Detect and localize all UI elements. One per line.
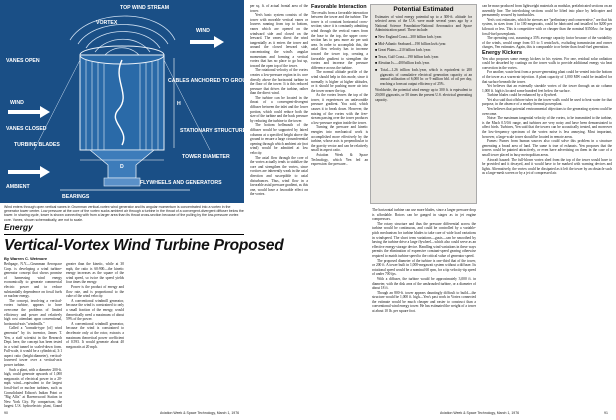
box-bullet: ■ Aleutian Is.—400 billion kwh./year.	[375, 61, 430, 66]
box-bullet: ■ Great Plains—210 billion kwh./year.	[375, 48, 431, 53]
bullet-text: New England Coast—300 billion kwh./year.	[378, 34, 442, 39]
label-wind-top: WIND	[196, 28, 210, 34]
paragraph: Turning the pressure and kinetic energies into mechanical work is accomplished more effectively by the turbine, whose axis is perpendicular to the gravity vector and can be relatively small in aspect ratio.	[311, 125, 368, 153]
turbine-diagram-svg	[0, 0, 244, 203]
box-bullet: ■ New England Coast—300 billion kwh./year.	[375, 34, 442, 39]
subheading-energy-kickers: Energy Kickers	[482, 49, 523, 56]
paragraph: Yet also said that offshore tubes in the tower walls could be used to heat water for that purpose, in the absence of a nearby thermal powerplant.	[482, 97, 612, 107]
paragraph: Called a "tornado-type [of] wind generator" by its inventor, James T. Yen, a staff scientist in the Research Dept. here, the concept has been tested in a wind tunnel in scaled-down form. Full-scale, it would be a cylindrical, 3:1 aspect ratio (height:diameter), vertical-louvered tower over a vertical-axis power turbine.	[4, 326, 62, 368]
paragraph: A conventional windmill generator, because the wind is constrained to decelerate only at the rotor, extracts a maximum theoretical power coefficient of 0.593. It would generate about 40 megawatts at 20 mph.	[66, 321, 124, 349]
potential-estimated-box	[370, 4, 477, 204]
label-vanes-closed: VANES CLOSED	[6, 126, 47, 132]
column-2	[66, 262, 124, 408]
label-tower-diameter: TOWER DIAMETER	[182, 154, 230, 160]
footer-right-text: Aviation Week & Space Technology, March 1, 1976	[440, 411, 520, 415]
paragraph: Such a plant, with a diameter 200-ft. high, could generate upwards of 1,000 megawatts of electrical power in a 20-mph. wind—equivalent to the largest fossil-fuel or nuclear turbines, such as Consolidated Edison's Indian Point or "Big Allis" at Ravenswood Station in New York City. By comparison, the largest U.S. hydroelectric plant, Grand	[4, 367, 62, 408]
paragraph: The rotational velocity of the vortex creates a low-pressure region in its core directly above the horizontal turbine in the floor of the tower. It is this reduced pressure that drives the turbine, rather than the direct wind.	[250, 68, 308, 96]
box-bullet: ■ Total—1.26 trillion kwh./year, which is equivalent to 200 gigawatts of cumulative electrical generation capacity at an annual utilization of 6,000 hr. or 9 million bbl. of oil per day, reaching a forecast output efficiency of 25%.	[375, 67, 472, 86]
label-vortex: VORTEX	[96, 20, 118, 26]
section-title: Energy	[4, 222, 33, 232]
column-5	[372, 208, 476, 408]
bullet-text: Mid-Atlantic Seaboard—190 billion kwh./year.	[378, 41, 447, 46]
box-outro: Worldwide, the potential wind energy up to 300 ft. is equivalent to 20,000 gigawatts, or 50 times the present U.S. electrical generating capacity.	[375, 88, 472, 102]
paragraph: With a diffuser, the turbine would be approximately 3,000 ft. in diameter, with the disk area of the unshrouded turbine, or a diameter of about 18 ft.	[372, 276, 476, 291]
paragraph: Noise: The maximum tangential velocity of the vortex, to be transmitted to the turbine, is the Mach 0.5/0.6 range, and turbines are very noisy and have been demonstrated to affect birds. Turbines, Yen said that the towers can be acoustically treated, and moreover the low-frequency spectrum of the vortex noise is less annoying. Most important, however, a large-scale tower should be located in remote areas.	[482, 116, 612, 139]
figure-caption: Wind enters through open vertical vanes in Grumman vertical-vortex wind generator and its angular momentum is concentrated into a vortex in the generator tower center. Low pressure at the core of the vortex sucks ambient air through a turbine in the throat of a convergent-divergent diffuser below the tower. In sharing cycle, tower is shown connecting with from a larger area than its throat cross-section because of the pulling by the low-pressure vortex core. Vanes, shown schematically, are not to scale.	[4, 205, 244, 222]
paragraph: Yen's basic system consists of the tower with movable vertical vanes or louvers running from top to bottom, vanes which are opened on the windward side and closed on the leeward. The vanes direct the wind tangentially as it enters the tower and around the closed leeward side, concentrating the wind's angular momentum and forming a vertical vortex that has no place to go but up, toward the open top of the tower.	[250, 13, 308, 68]
paragraph: The bottom bellmouth of the diffuser would be supported by faired columns at a specified height above the ground to ensure a large circumferential opening through which ambient air (not wind) would be admitted at low velocity.	[250, 123, 308, 155]
paragraph: The concept, involving a vertical-vortex turbine, appears to have overcome the problems of limited efficiency and power and relatively high cost attendant upon conventional, horizontal-axis "windmills."	[4, 298, 62, 326]
section-rule	[4, 234, 244, 235]
paragraph: Yen believes that potential environmental objections to the generating system could be overcome.	[482, 107, 612, 116]
label-stationary-structure: STATIONARY STRUCTURE	[180, 128, 244, 134]
paragraph: A conventional windmill generator, because the wind is constrained to only a small fraction of the energy, would theoretically need a maximum of about 59% of the power.	[66, 298, 124, 322]
paragraph: The axial flow through the core of the vortex actually tends to stabilize the core and strengthen the vortex, since vortices are inherently weak in the axial direction and susceptible to axial disturbances. Thus, wind flow in a favorable axial pressure gradient, as this one, would have a favorable effect on the vortex.	[250, 155, 308, 197]
paragraph: Turbine blades could be enhanced by a flywheel.	[487, 93, 558, 98]
paragraph: Power is the product of energy and flow rate, and is proportional to the cube of the wind velocity.	[66, 284, 124, 299]
bullet-text: Texas, Gulf Coast—190 billion kwh./year.	[378, 54, 439, 59]
footer-left-page: 90	[4, 411, 8, 415]
label-cables-anchored: CABLES ANCHORED TO GRO	[168, 78, 243, 84]
paragraph: Bethpage, N.Y.—Grumman Aerospace Corp. is developing a wind turbine-generator concept that shows promise of harnessing wind energy economically to generate commercial electric power and to reduce substantially dependence on fossil fuels or nuclear energy.	[4, 262, 62, 299]
paragraph: Fumes: Fumes from human sources also could solve this problem in a structure generating a broad area of land. The same is true of exhausts. Yen proposes that the towers could be painted attractively, or even have advertising on them in the case of a small tower placed in busy metropolitan areas.	[482, 139, 612, 157]
label-ambient: AMBIENT	[6, 184, 30, 190]
box-bullet: ■ Mid-Atlantic Seaboard—190 billion kwh./year.	[375, 41, 447, 46]
paragraph: greater than the kinetic, while at 30 mph, the ratio is 60:900—the kinetic energy increases as the square of the wind speed, so twice the speed yields four times the energy.	[66, 262, 124, 285]
label-turbine-blades: TURBINE BLADES	[14, 142, 60, 148]
bullet-text: Great Plains—210 billion kwh./year.	[378, 48, 431, 53]
paragraph: can be mass-produced from lightweight materials as modular, prefabricated sections on an assembly line. The interlocking sections could be lifted into place by helicopter and permanently secured by turnbuckles.	[482, 4, 612, 18]
paragraph: As the vortex leaves the top of the tower, it experiences an unfavorable pressure gradient. You said, which causes it to break down. However, the mixing of the vortex with the free-stream passing over the tower produces a low-pressure region inside the tower.	[311, 93, 368, 125]
byline: By Warren C. Wetmore	[4, 256, 48, 261]
bullet-text: Aleutian Is.—400 billion kwh./year.	[377, 61, 430, 66]
label-flywheels-generators: FLYWHEELS AND GENERATORS	[140, 180, 222, 186]
paragraph: For another, waste heat from a power-generating plant could be vented into the bottom of the tower as a warm-air injection. A plant capacity of 1,000 MW could be installed for that surface beneath the tower.	[482, 70, 612, 84]
box-title: Potential Estimated	[393, 6, 454, 13]
paragraph: The rotary structure and thus the pressure differential across the turbine would be continuous, and could be controlled by a variable-pitch mechanism for turbine blades to take care of wide load variations in windspeed. The short term variations—gusts—can be smoothed by having the turbine drive a large flywheel—which also could serve as an effective energy-storage device. Handling wind variations in these ways permits the elimination of expensive constant-speed gearing otherwise required to match turbine speed to the critical value of generator speed.	[372, 221, 476, 258]
label-d: D	[120, 164, 124, 170]
box-intro: Estimates of wind energy potential up to a 300-ft. altitude for selected areas of the U.S. were made several years ago by a National Science Foundation-National Aeronautics and Space Administration panel. These include:	[375, 14, 472, 33]
label-wind-left: WIND	[10, 100, 24, 106]
paragraph: Though an 800-ft. tower appears dauntingly difficult to build—the structure would be 1,000 ft. high—Yen's past work in Vortex connected the estimate would be much cheaper and easier to construct than a conventional wind energy tower. He has estimated the weight of a tower at about 10 lb. per square foot.	[372, 290, 476, 314]
paragraph: The results from a favorable interaction between the tower and the turbine. The tower is of constant horizontal cross-section; since it is constantly admitting wind through the vertical vanes from the base to the top, the upper cross-section has to pass more air per unit area. In order to accomplish this, the axial flow velocity has to increase toward the tower top, creating a favorable gradient to strengthen the vortex and increase the pressure difference across the turbine.	[311, 10, 368, 70]
column-6	[482, 4, 612, 408]
paragraph: The normal altitude profile of the wind should help in this mode, since it normally is higher at higher altitudes, or it should be pushing more air into the tower nearer the top.	[311, 70, 368, 93]
subheading-favorable-interaction: Favorable Interaction	[311, 4, 367, 10]
paragraph: The operating cost, assuming a 35% average capacity factor because of the variability of the winds, would range from 0.5 to 3 cents/kwh., excluding transmission and owner charges, Yen estimates. Again, this is comparable to or better than fossil-fuel generation.	[482, 36, 612, 50]
headline: Vertical-Vortex Wind Turbine Proposed	[4, 237, 284, 254]
paragraph: per sq. ft. of actual frontal area of the tower.	[250, 4, 308, 13]
label-vanes-open: VANES OPEN	[6, 58, 40, 64]
column-4	[311, 4, 368, 408]
column-3	[250, 4, 308, 408]
paragraph: The turbine can be located in the throat of a convergent-divergent diffuser between the inlet and the lower portion, which could reduce both the size of the turbine and the back pressure by reducing the turbine to the tower.	[250, 95, 308, 123]
paragraph: Aircraft hazard: The full-blown vortex shed from the top of the tower would have to be provided and it decayed, and it would have to be marked with warning devices and lights. Alternatively, the vortex could be dissipated as it left the tower by an obstacle such as a large-mesh screen or by a jet of compressed air.	[482, 157, 612, 176]
label-bearings: BEARINGS	[62, 194, 90, 200]
paragraph: Yen's cost estimates, which he stresses are "preliminary and conservative," are that his system, in sizes from 1 to 100 megawatts, could be fabricated and installed for $200 per kilowatt or less. This is competitive with or cheaper than the nominal $350/kw. for large fossil-fuel powerplants.	[482, 17, 612, 36]
label-top-wind-stream: TOP WIND STREAM	[120, 5, 170, 11]
paragraph: Yet believes that an externally sizeable vortex of the tower through an air column 1,000 ft. high is located some hundred feet below the surface.	[482, 84, 612, 93]
footer-left-text: Aviation Week & Space Technology, March 1, 1976	[160, 411, 240, 415]
bullet-text: Total—1.26 trillion kwh./year, which is equivalent to 200 gigawatts of cumulative electrical generation capacity at an annual utilization of 6,000 hr. or 9 million bbl. of oil per day, reaching a forecast output efficiency of 25%.	[380, 67, 472, 86]
box-bullet: ■ Texas, Gulf Coast—190 billion kwh./year.	[375, 54, 439, 59]
paragraph: Aviation Week & Space Technology, which Yen fed an expression: the pressure...	[311, 153, 368, 167]
paragraph: The proposed diameter of the turbine is one-third that of the tower, or 200 ft. A tower built in 1,000-megawatt system without a diffuser. Its rotational speed would be a nominal 60 rpm, for a tip velocity-tip speed of under 700 fps.	[372, 258, 476, 277]
paragraph: The horizontal turbine can use more blades, since a larger pressure drop is affordable. Rotors can be ganged in stages as in jet engine compressors.	[372, 208, 476, 222]
label-h: H	[177, 101, 181, 107]
footer-right-page: 91	[604, 411, 608, 415]
turbine-diagram	[0, 0, 244, 203]
paragraph: Yen also proposes some energy kickers to his system. For one, residual solar radiation could be absorbed by coatings on the tower walls to provide additional energy via heat convection in the vortex.	[482, 56, 612, 70]
column-1	[4, 262, 62, 408]
turbine-flywheel	[104, 178, 140, 186]
